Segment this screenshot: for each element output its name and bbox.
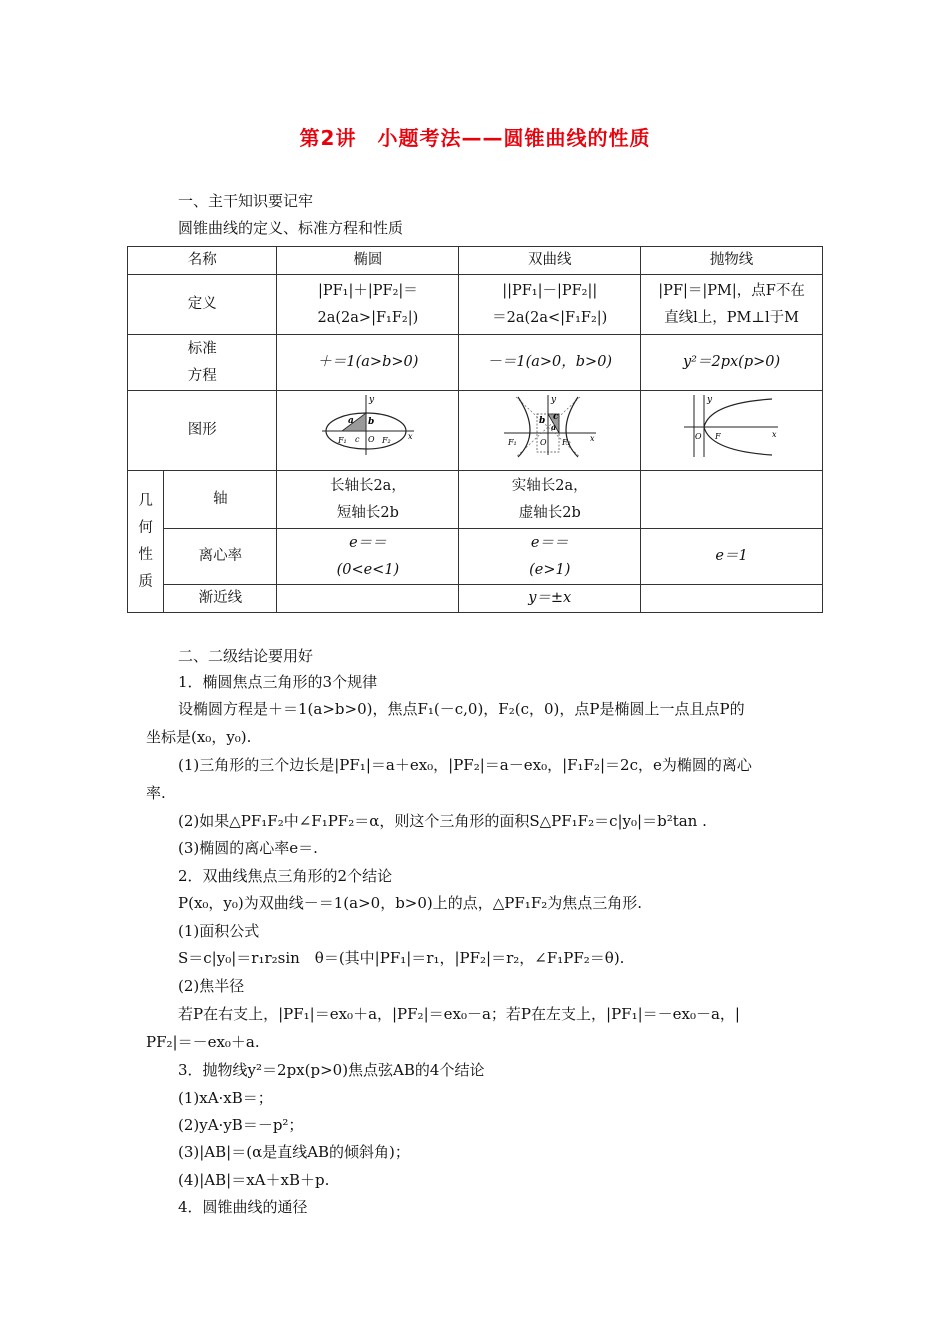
asymptote-label: 渐近线 (164, 585, 277, 613)
section2-line-5: 率. (146, 784, 166, 802)
equation-label-line1: 标准 (187, 340, 217, 357)
definition-ellipse-line2: 2a(2a>|F₁F₂|) (317, 309, 419, 326)
parabola-label-f: F (714, 431, 721, 441)
header-hyperbola: 双曲线 (459, 247, 641, 275)
eccentricity-ellipse (277, 529, 459, 585)
axis-ellipse-line2: 短轴长2b (336, 504, 399, 521)
section2-line-6: (2)如果△PF₁F₂中∠F₁PF₂＝α，则这个三角形的面积S△PF₁F₂＝c|y₀|＝b²tan . (178, 812, 707, 830)
axis-ellipse-line1: 长轴长2a， (329, 477, 406, 494)
hyperbola-figure (500, 393, 600, 459)
section2-heading: 二、二级结论要用好 (178, 647, 314, 665)
eccentricity-hyperbola-line1: e＝＝ (530, 534, 569, 551)
axis-label: 轴 (164, 471, 277, 529)
equation-hyperbola: －＝1(a>0，b>0) (459, 335, 641, 391)
section2-line-11: S＝c|y₀|＝r₁r₂sin θ＝(其中|PF₁|＝r₁，|PF₂|＝r₂，∠F₁PF₂＝θ). (178, 949, 625, 967)
section2-line-13: 若P在右支上，|PF₁|＝ex₀＋a，|PF₂|＝ex₀－a；若P在左支上，|PF₁|＝－ex₀－a，| (178, 1005, 740, 1023)
definition-hyperbola-line2: ＝2a(2a<|F₁F₂|) (492, 309, 608, 326)
hyperbola-label-a: a (550, 421, 556, 432)
hyperbola-label-b: b (538, 415, 546, 426)
equation-row (128, 335, 823, 391)
axis-ellipse (277, 471, 459, 529)
ellipse-label-c: c (354, 434, 360, 444)
geometry-label-char-3: 性 (138, 546, 153, 563)
definition-parabola-line1: |PF|＝|PM|，点F不在 (658, 282, 805, 299)
section2-line-18: (3)|AB|＝(α是直线AB的倾斜角)； (178, 1143, 410, 1161)
asymptote-row (128, 585, 823, 613)
parabola-label-o: O (694, 431, 702, 441)
definition-parabola (641, 275, 823, 335)
definition-ellipse-line1: |PF₁|＋|PF₂|＝ (317, 282, 418, 299)
eccentricity-ellipse-line2: (0<e<1) (336, 561, 400, 578)
figure-parabola-cell (641, 391, 823, 471)
equation-label-line2: 方程 (187, 367, 217, 384)
eccentricity-parabola: e＝1 (641, 529, 823, 585)
hyperbola-label-o: O (539, 437, 547, 447)
conic-properties-table (127, 246, 823, 613)
eccentricity-ellipse-line1: e＝＝ (349, 534, 387, 551)
ellipse-label-y: y (368, 394, 374, 405)
axis-hyperbola-line2: 虚轴长2b (518, 504, 581, 521)
section2-line-7: (3)椭圆的离心率e＝. (178, 839, 318, 857)
section2-line-14: PF₂|＝－ex₀＋a. (146, 1033, 260, 1051)
section2-line-1: 1．椭圆焦点三角形的3个规律 (178, 673, 378, 691)
parabola-figure (682, 393, 782, 459)
definition-ellipse (277, 275, 459, 335)
section1-heading: 一、主干知识要记牢 (178, 192, 314, 210)
figure-hyperbola-cell (459, 391, 641, 471)
ellipse-label-f1: F₁ (337, 435, 347, 445)
header-name: 名称 (128, 247, 277, 275)
section2-line-16: (1)xA·xB＝； (178, 1089, 273, 1107)
parabola-label-x: x (771, 429, 777, 439)
equation-label (128, 335, 277, 391)
definition-hyperbola (459, 275, 641, 335)
geometry-label (128, 471, 164, 613)
figure-row (128, 391, 823, 471)
header-parabola: 抛物线 (641, 247, 823, 275)
section2-line-19: (4)|AB|＝xA＋xB＋p. (178, 1171, 330, 1189)
eccentricity-row (128, 529, 823, 585)
section2-line-3: 坐标是(x₀，y₀). (146, 728, 252, 746)
section2-line-2: 设椭圆方程是＋＝1(a>b>0)，焦点F₁(－c,0)，F₂(c，0)，点P是椭圆上一点且点P的 (178, 700, 745, 718)
geometry-label-char-2: 何 (138, 519, 153, 536)
ellipse-label-f2: F₂ (381, 435, 391, 445)
figure-ellipse-cell (277, 391, 459, 471)
axis-parabola (641, 471, 823, 529)
eccentricity-label: 离心率 (164, 529, 277, 585)
axis-hyperbola (459, 471, 641, 529)
asymptote-ellipse (277, 585, 459, 613)
hyperbola-right-branch (566, 397, 578, 457)
equation-parabola: y²＝2px(p>0) (641, 335, 823, 391)
equation-ellipse: ＋＝1(a>b>0) (277, 335, 459, 391)
ellipse-label-x: x (407, 431, 413, 441)
hyperbola-left-branch (518, 397, 530, 457)
hyperbola-label-x: x (589, 433, 595, 443)
geometry-label-char-1: 几 (138, 492, 153, 509)
geometry-label-char-4: 质 (138, 573, 153, 590)
section2-line-8: 2．双曲线焦点三角形的2个结论 (178, 867, 393, 885)
section1-subheading: 圆锥曲线的定义、标准方程和性质 (178, 219, 404, 237)
asymptote-parabola (641, 585, 823, 613)
axis-row (128, 471, 823, 529)
parabola-label-y: y (706, 394, 712, 405)
table-header-row (128, 247, 823, 275)
definition-parabola-line2: 直线l上，PM⊥l于M (664, 309, 799, 326)
ellipse-label-b: b (367, 416, 375, 427)
hyperbola-label-y: y (550, 394, 556, 405)
ellipse-label-o: O (367, 434, 375, 444)
section2-line-17: (2)yA·yB＝－p²； (178, 1116, 304, 1134)
figure-label: 图形 (128, 391, 277, 471)
eccentricity-hyperbola-line2: (e>1) (529, 561, 571, 578)
section2-line-20: 4．圆锥曲线的通径 (178, 1198, 308, 1216)
section2-line-12: (2)焦半径 (178, 977, 245, 995)
definition-row (128, 275, 823, 335)
section2-line-10: (1)面积公式 (178, 922, 260, 940)
header-ellipse: 椭圆 (277, 247, 459, 275)
hyperbola-label-f1: F₁ (507, 437, 517, 447)
page-title: 第2讲 小题考法——圆锥曲线的性质 (299, 126, 651, 150)
hyperbola-label-f2: F₂ (561, 437, 571, 447)
section2-line-9: P(x₀，y₀)为双曲线－＝1(a>0，b>0)上的点，△PF₁F₂为焦点三角形. (178, 894, 643, 912)
definition-hyperbola-line1: ||PF₁|－|PF₂|| (502, 282, 598, 299)
asymptote-hyperbola: y＝±x (459, 585, 641, 613)
ellipse-label-a: a (347, 415, 354, 426)
axis-hyperbola-line1: 实轴长2a， (511, 477, 588, 494)
hyperbola-label-c: c (552, 411, 559, 422)
ellipse-figure (318, 393, 418, 459)
definition-label: 定义 (128, 275, 277, 335)
eccentricity-hyperbola (459, 529, 641, 585)
section2-line-15: 3．抛物线y²＝2px(p>0)焦点弦AB的4个结论 (178, 1061, 485, 1079)
section2-line-4: (1)三角形的三个边长是|PF₁|＝a＋ex₀，|PF₂|＝a－ex₀，|F₁F₂|＝2c，e为椭圆的离心 (178, 756, 752, 774)
